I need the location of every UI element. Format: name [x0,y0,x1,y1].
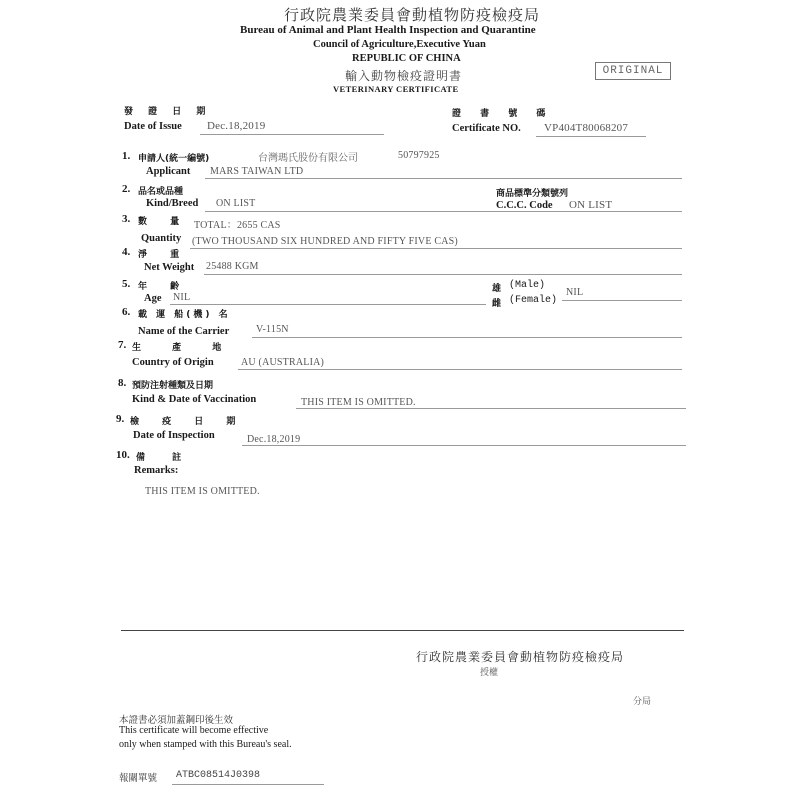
age-label-zh: 年 齡 [138,282,190,292]
kind-label: Kind/Breed [146,198,199,209]
quantity-total: TOTAL：2655 CAS [194,220,281,231]
footer-authority-zh: 行政院農業委員會動植物防疫檢疫局 [416,650,625,664]
field-2-number: 2. [122,183,131,195]
field-3-number: 3. [122,213,131,225]
carrier-value: V-115N [256,324,289,335]
remarks-label: Remarks: [134,465,179,476]
field-6-number: 6. [122,306,131,318]
certificate-title-zh: 輸入動物檢疫證明書 [345,69,463,83]
female-label-zh: 雌 [492,299,502,309]
weight-value: 25488 KGM [206,261,259,272]
footer-divider [121,630,684,631]
remarks-label-zh: 備 註 [136,453,194,463]
ccc-value: ON LIST [569,199,613,211]
carrier-label: Name of the Carrier [138,326,230,337]
field-7-number: 7. [118,339,127,351]
issue-date-value: Dec.18,2019 [207,120,266,132]
field-8-number: 8. [118,377,127,389]
inspection-label-zh: 檢 疫 日 期 [130,417,246,427]
issue-date-label: Date of Issue [124,121,182,132]
male-label-zh: 雄 [492,284,502,294]
vaccination-value: THIS ITEM IS OMITTED. [301,397,416,408]
applicant-id: 50797925 [398,150,440,161]
ccc-label: C.C.C. Code [496,200,553,211]
field-5-number: 5. [122,278,131,290]
country-title: REPUBLIC OF CHINA [352,53,461,64]
declaration-label: 報關單號 [119,773,158,784]
ccc-label-zh: 商品標準分類號列 [496,189,569,199]
certificate-no-value: VP404T80068207 [544,122,629,134]
inspection-label: Date of Inspection [133,430,215,441]
age-value: NIL [173,292,191,303]
agency-title-zh: 行政院農業委員會動植物防疫檢疫局 [284,6,541,24]
seal-notice-line-1: This certificate will become effective [119,725,269,736]
weight-label-zh: 淨 重 [138,250,190,260]
applicant-value: MARS TAIWAN LTD [210,166,304,177]
sex-value: NIL [566,287,584,298]
applicant-name-zh: 台灣瑪氏股份有限公司 [258,153,358,164]
remarks-value: THIS ITEM IS OMITTED. [145,486,260,497]
footer-authorized: 授權 [480,668,499,678]
issue-date-label-zh: 發 證 日 期 [124,107,212,117]
vaccination-label: Kind & Date of Vaccination [132,394,257,405]
certificate-title-en: VETERINARY CERTIFICATE [333,84,459,94]
declaration-number: ATBC08514J0398 [176,770,261,781]
field-9-number: 9. [116,413,125,425]
field-10-number: 10. [116,449,130,461]
field-1-number: 1. [122,150,131,162]
council-title: Council of Agriculture,Executive Yuan [313,39,486,50]
certificate-no-label: Certificate NO. [452,123,521,134]
origin-label-zh: 生 產 地 [132,343,236,353]
applicant-label: Applicant [146,166,191,177]
certificate-no-label-zh: 證 書 號 碼 [452,109,554,119]
quantity-label-zh: 數 量 [138,217,190,227]
agency-title-en: Bureau of Animal and Plant Health Inspection and Quarantine [240,24,536,36]
weight-label: Net Weight [144,262,195,273]
kind-label-zh: 品名或品種 [138,187,184,197]
inspection-value: Dec.18,2019 [247,434,301,445]
field-4-number: 4. [122,246,131,258]
vaccination-label-zh: 預防注射種類及日期 [132,381,214,391]
origin-label: Country of Origin [132,357,214,368]
age-label: Age [144,293,162,304]
seal-notice-line-2: only when stamped with this Bureau's seal. [119,739,292,750]
carrier-label-zh: 載 運 船(機) 名 [138,310,231,320]
kind-value: ON LIST [216,198,256,209]
female-label: (Female) [509,295,558,306]
male-label: (Male) [509,280,546,291]
origin-value: AU (AUSTRALIA) [241,357,325,368]
applicant-label-zh: 申請人(統一編號) [138,154,210,164]
original-stamp: ORIGINAL [595,62,671,80]
quantity-label: Quantity [141,233,182,244]
footer-branch: 分局 [633,697,652,707]
seal-notice-zh: 本證書必須加蓋鋼印後生效 [119,715,234,726]
quantity-value: (TWO THOUSAND SIX HUNDRED AND FIFTY FIVE CAS) [192,236,458,247]
